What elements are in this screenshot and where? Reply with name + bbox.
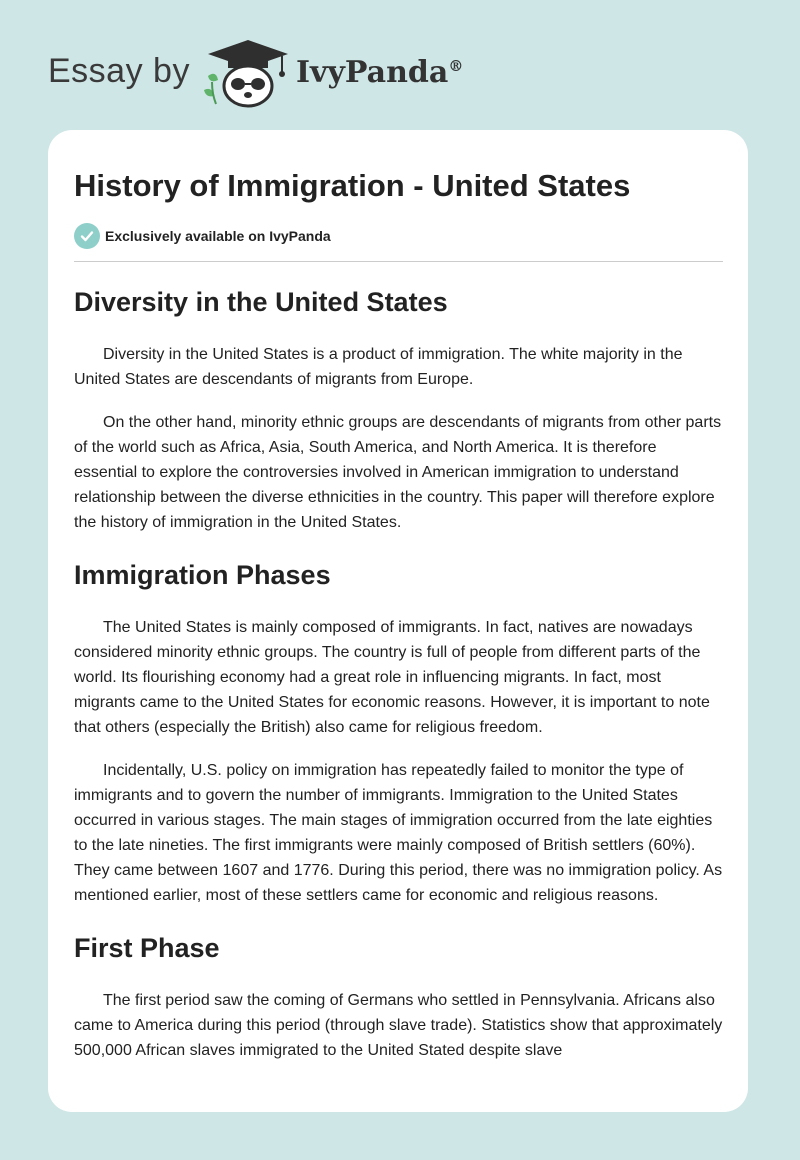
page-title: History of Immigration - United States: [74, 168, 631, 203]
paragraph: Incidentally, U.S. policy on immigration has repeatedly failed to monitor the type of immigrants and to govern the number of immigrants. Immigration to the United States occurred in various stages. The main stages of immigration occurred from the late eighties to the late nineties. The first immigrants were mainly composed of British settlers (60%). They came between 1607 and 1776. During this period, there was no immigration policy. As mentioned earlier, most of these settlers came for economic and religious reasons.: [74, 762, 723, 904]
ivypanda-panda-icon: [200, 38, 292, 110]
brand-logo: IvyPanda®: [296, 55, 464, 90]
essay-by-label: Essay by: [48, 52, 190, 90]
section-body: [74, 988, 723, 1063]
divider: [74, 261, 723, 262]
paragraph: On the other hand, minority ethnic groups are descendants of migrants from other parts of the world such as Africa, Asia, South America, and North America. It is therefore essential to explore the controversies involved in American immigration to understand relationship between the diverse ethnicities in the country. This paper will therefore explore the history of immigration in the United States.: [74, 414, 722, 531]
section-body: [74, 342, 723, 535]
section-body: [74, 615, 723, 908]
exclusive-label: Exclusively available on IvyPanda: [105, 228, 331, 244]
section-heading: Diversity in the United States: [74, 287, 448, 317]
paragraph: The first period saw the coming of Germans who settled in Pennsylvania. Africans also came to America during this period (through slave trade). Statistics show that approximately 500,000 African slaves immigrated to the United Stated despite slave: [74, 992, 723, 1059]
section-heading: Immigration Phases: [74, 560, 331, 590]
exclusive-badge: [74, 222, 723, 250]
essay-card: [48, 130, 748, 1112]
paragraph: Diversity in the United States is a product of immigration. The white majority in the United States are descendants of migrants from Europe.: [74, 346, 683, 388]
section-heading: First Phase: [74, 933, 220, 963]
site-header: [48, 38, 748, 110]
check-icon: [74, 223, 100, 249]
paragraph: The United States is mainly composed of immigrants. In fact, natives are nowadays considered minority ethnic groups. The country is full of people from different parts of the world. Its flourishing economy had a great role in influencing migrants. In fact, most migrants came to the United States for economic reasons. However, it is important to note that others (especially the British) also came for religious freedom.: [74, 619, 710, 736]
